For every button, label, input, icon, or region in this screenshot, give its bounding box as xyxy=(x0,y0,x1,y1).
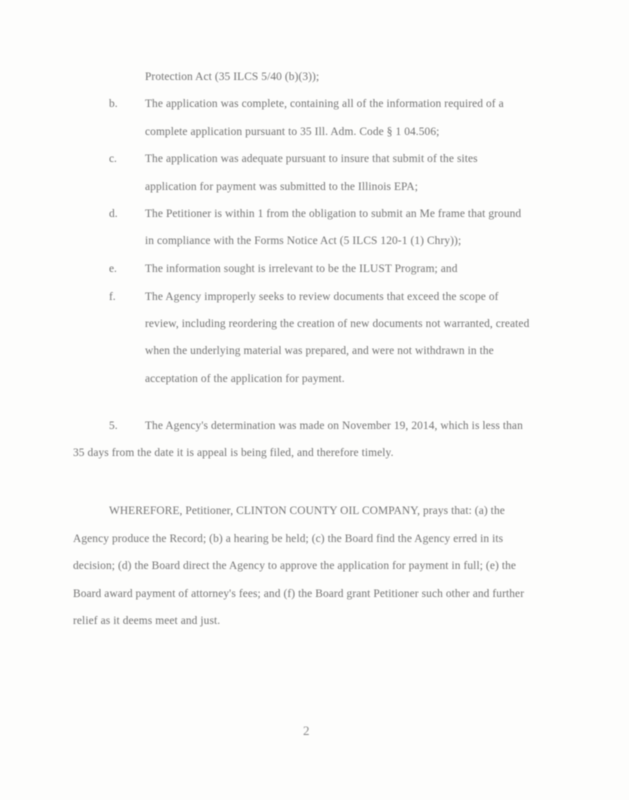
text-line: The information sought is irrelevant to be the ILUST Program; and xyxy=(145,263,458,275)
paragraph-number: 5. xyxy=(109,420,118,432)
text-line: acceptation of the application for payment. xyxy=(145,373,345,385)
text-line: decision; (d) the Board direct the Agency to approve the application for payment in full; (e) the xyxy=(73,560,517,572)
text-line: The Agency's determination was made on November 19, 2014, which is less than xyxy=(145,420,523,432)
text-line: complete application pursuant to 35 Ill. Adm. Code § 1 04.506; xyxy=(145,126,440,138)
list-marker-e: e. xyxy=(109,263,117,275)
text-line: 35 days from the date it is appeal is being filed, and therefore timely. xyxy=(73,447,394,459)
page-number: 2 xyxy=(303,723,310,738)
text-line: The Agency improperly seeks to review documents that exceed the scope of xyxy=(145,291,499,303)
list-marker-d: d. xyxy=(109,208,118,220)
text-line: The application was adequate pursuant to insure that submit of the sites xyxy=(145,153,478,165)
text-line: when the underlying material was prepared, and were not withdrawn in the xyxy=(145,345,494,357)
text-line: WHEREFORE, Petitioner, CLINTON COUNTY OIL COMPANY, prays that: (a) the xyxy=(109,505,505,517)
text-line: relief as it deems meet and just. xyxy=(73,615,221,627)
text-line: Agency produce the Record; (b) a hearing be held; (c) the Board find the Agency erred in its xyxy=(73,533,504,545)
text-line: review, including reordering the creation of new documents not warranted, created xyxy=(145,318,530,330)
text-line: application for payment was submitted to the Illinois EPA; xyxy=(145,181,419,193)
text-line: The application was complete, containing all of the information required of a xyxy=(145,98,504,110)
text-line: Board award payment of attorney's fees; and (f) the Board grant Petitioner such other and further xyxy=(73,588,525,600)
text-line: Protection Act (35 ILCS 5/40 (b)(3)); xyxy=(145,71,320,83)
list-marker-c: c. xyxy=(109,153,117,165)
list-marker-b: b. xyxy=(109,98,118,110)
text-line: in compliance with the Forms Notice Act (5 ILCS 120-1 (1) Chry)); xyxy=(145,235,462,247)
text-line: The Petitioner is within 1 from the obligation to submit an Me frame that ground xyxy=(145,208,522,220)
list-marker-f: f. xyxy=(109,291,116,303)
